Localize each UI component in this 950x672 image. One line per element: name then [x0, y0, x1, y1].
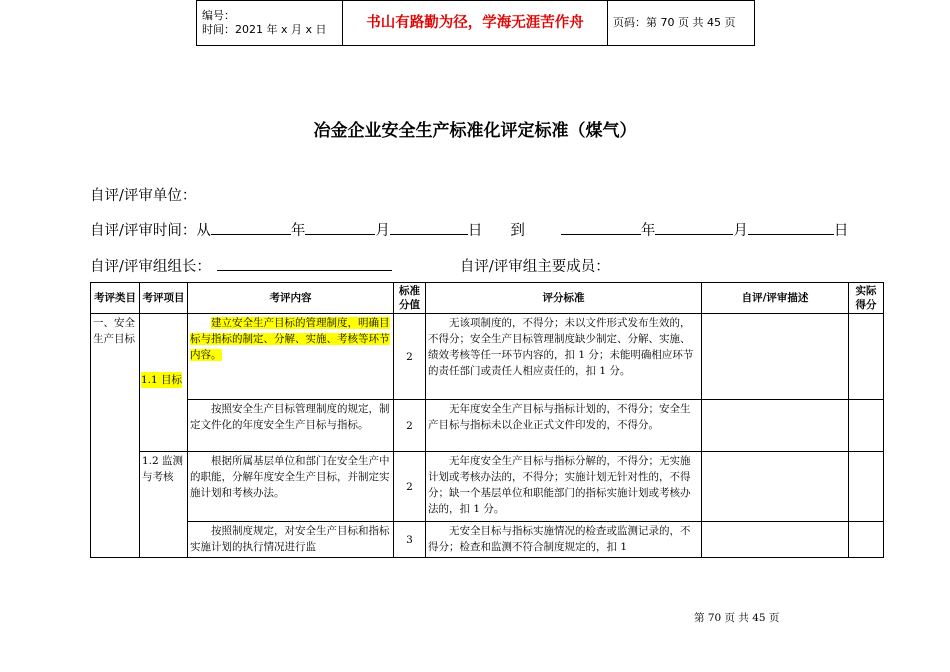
time-label: 自评/评审时间：从	[90, 223, 211, 239]
header-score: 标准分值	[394, 283, 426, 314]
cell-actual	[849, 522, 884, 558]
header-category: 考评类目	[91, 283, 140, 314]
cell-score: 2	[394, 452, 426, 522]
unit-label: 自评/评审单位：	[90, 188, 197, 204]
cell-score: 2	[394, 314, 426, 400]
start-year-unit: 年	[290, 223, 306, 239]
start-day-blank	[390, 219, 468, 235]
cell-actual	[849, 452, 884, 522]
header-item: 考评项目	[140, 283, 188, 314]
start-year-blank	[211, 219, 291, 235]
cell-desc	[702, 314, 849, 400]
end-day-unit: 日	[833, 223, 849, 239]
cell-criteria: 无年度安全生产目标与指标分解的，不得分；无实施计划或考核办法的，不得分；实施计划无针对性的，不得分；缺一个基层单位和职能部门的指标实施计划或考核办法的，扣 1 分。	[426, 452, 702, 522]
members-label: 自评/评审组主要成员：	[459, 259, 610, 275]
table-row	[91, 452, 884, 522]
cell-item	[140, 314, 188, 452]
leader-label: 自评/评审组组长：	[90, 259, 211, 275]
cell-item: 1.2 监测与考核	[140, 452, 188, 558]
end-month-blank	[655, 219, 733, 235]
header-number: 编号：	[202, 9, 235, 22]
table-header-row	[91, 283, 884, 314]
cell-desc	[702, 400, 849, 452]
end-day-blank	[748, 219, 834, 235]
cell-score: 2	[394, 400, 426, 452]
page-header	[196, 0, 755, 46]
cell-criteria: 无该项制度的，不得分；未以文件形式发布生效的，不得分；安全生产目标管理制度缺少制定、分解、实施、绩效考核等任一环节内容的，扣 1 分；未能明确相应环节的责任部门或责任人相应责任的，扣 1 分。	[426, 314, 702, 400]
header-criteria: 评分标准	[426, 283, 702, 314]
cell-score: 3	[394, 522, 426, 558]
to-label: 到	[510, 223, 525, 239]
highlighted-content: 建立安全生产目标的管理制度，明确目标与指标的制定、分解、实施、考核等环节内容。	[190, 317, 390, 361]
header-motto: 书山有路勤为径，学海无涯苦作舟	[343, 1, 608, 46]
end-year-unit: 年	[640, 223, 656, 239]
start-month-blank	[305, 219, 375, 235]
end-month-unit: 月	[733, 223, 748, 239]
evaluation-table	[90, 282, 884, 558]
header-content: 考评内容	[188, 283, 394, 314]
page-footer: 第 70 页 共 45 页	[694, 612, 780, 624]
cell-criteria: 无年度安全生产目标与指标计划的，不得分；安全生产目标与指标未以企业正式文件印发的，不得分。	[426, 400, 702, 452]
table-row	[91, 400, 884, 452]
unit-field	[90, 184, 196, 205]
start-day-unit: 日	[467, 223, 483, 239]
header-actual: 实际得分	[849, 283, 884, 314]
table-row	[91, 522, 884, 558]
cell-desc	[702, 452, 849, 522]
header-page: 页码：第 70 页 共 45 页	[608, 1, 755, 46]
end-year-blank	[561, 219, 641, 235]
time-field	[90, 219, 848, 240]
cell-content: 根据所属基层单位和部门在安全生产中的职能，分解年度安全生产目标，并制定实施计划和考核办法。	[188, 452, 394, 522]
start-month-unit: 月	[375, 223, 390, 239]
cell-desc	[702, 522, 849, 558]
table-row	[91, 314, 884, 400]
header-desc: 自评/评审描述	[702, 283, 849, 314]
cell-actual	[849, 314, 884, 400]
leader-blank	[217, 255, 392, 271]
cell-content: 按照安全生产目标管理制度的规定，制定文件化的年度安全生产目标与指标。	[188, 400, 394, 452]
cell-content: 按照制度规定，对安全生产目标和指标实施计划的执行情况进行监	[188, 522, 394, 558]
cell-criteria: 无安全目标与指标实施情况的检查或监测记录的，不得分；检查和监测不符合制度规定的，扣 1	[426, 522, 702, 558]
header-number-time	[197, 1, 343, 46]
item-label: 1.1 目标	[141, 374, 183, 386]
document-title: 冶金企业安全生产标准化评定标准（煤气）	[313, 121, 637, 141]
cell-actual	[849, 400, 884, 452]
cell-content	[188, 314, 394, 400]
leader-field	[90, 255, 610, 276]
cell-category: 一、安全生产目标	[91, 314, 140, 558]
header-time: 时间：2021 年 x 月 x 日	[202, 23, 327, 36]
